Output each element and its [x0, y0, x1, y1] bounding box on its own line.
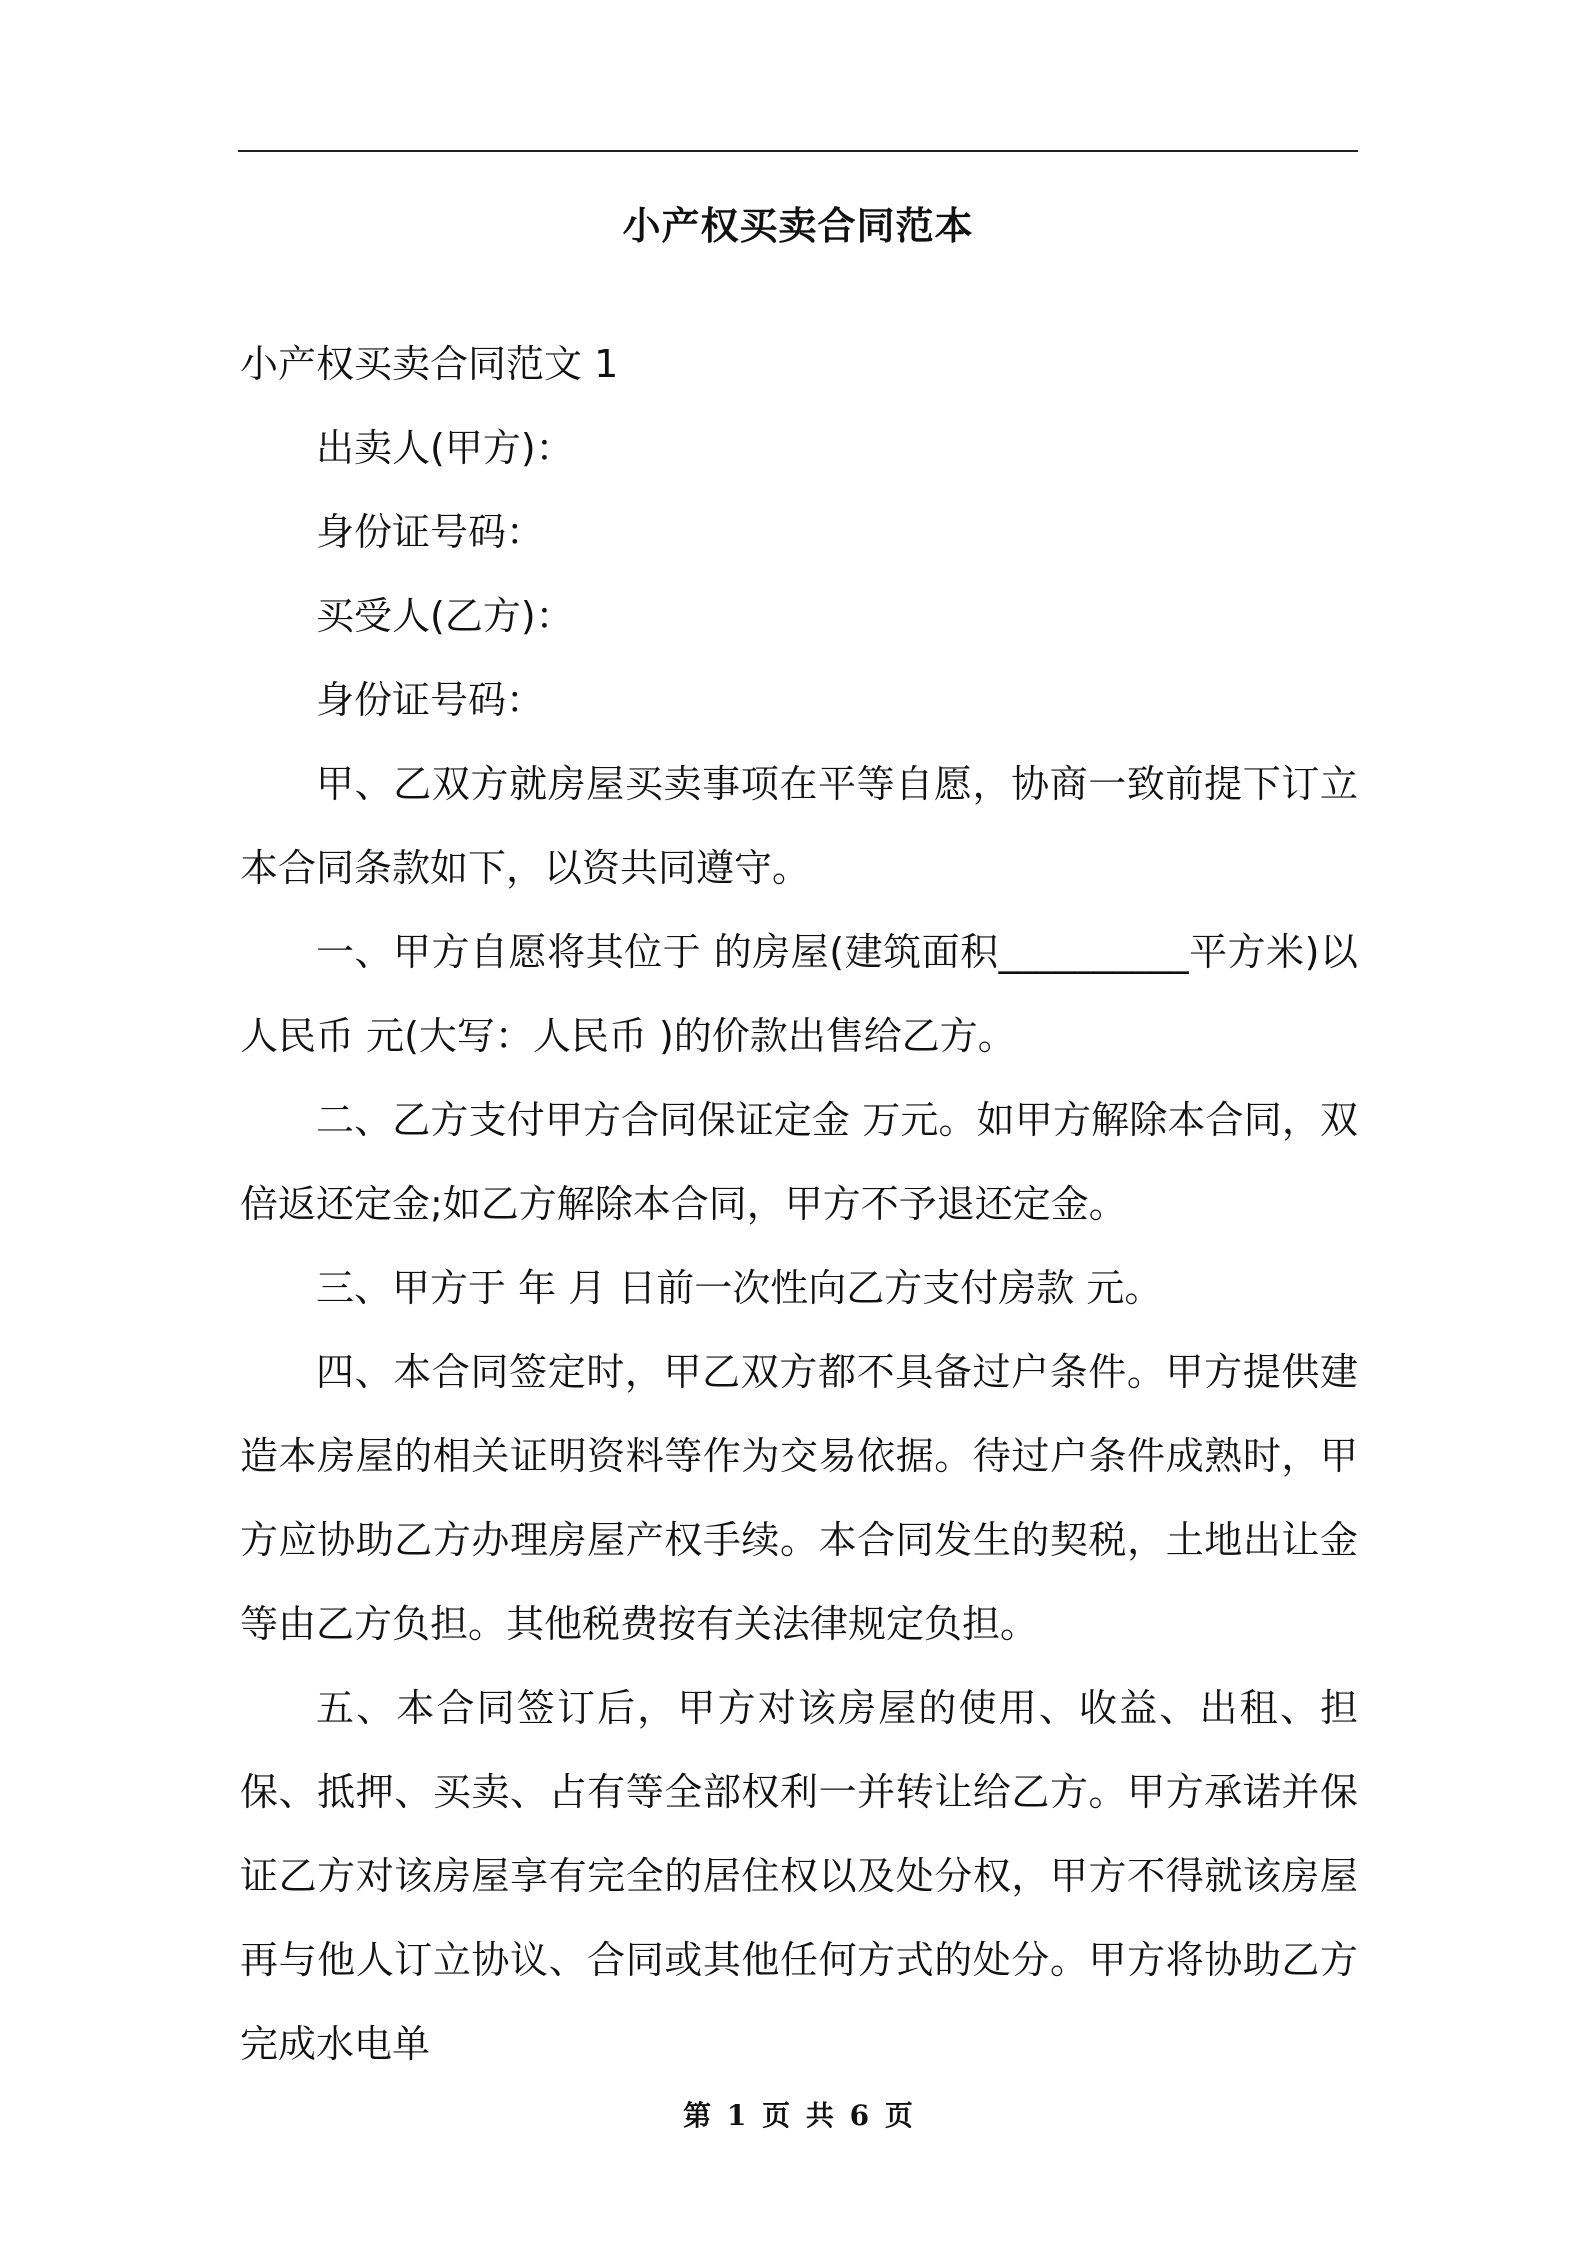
seller-field: 出卖人(甲方)：	[316, 426, 574, 470]
buyer-field: 买受人(乙方)：	[316, 594, 574, 638]
header-rule	[238, 150, 1358, 152]
clause-4: 四、本合同签定时，甲乙双方都不具备过户条件。甲方提供建造本房屋的相关证明资料等作为交易依据。待过户条件成熟时，甲方应协助乙方办理房屋产权手续。本合同发生的契税，土地出让金等由乙方负担。其他税费按有关法律规定负担。	[240, 1350, 1358, 1646]
buyer-id-field: 身份证号码：	[316, 678, 545, 722]
clause-2: 二、乙方支付甲方合同保证定金 万元。如甲方解除本合同，双倍返还定金;如乙方解除本合同，甲方不予退还定金。	[240, 1098, 1358, 1226]
document-body	[240, 322, 1358, 2086]
section-heading: 小产权买卖合同范文 1	[240, 342, 619, 386]
clause-5: 五、本合同签订后，甲方对该房屋的使用、收益、出租、担保、抵押、买卖、占有等全部权利一并转让给乙方。甲方承诺并保证乙方对该房屋享有完全的居住权以及处分权，甲方不得就该房屋再与他人订立协议、合同或其他任何方式的处分。甲方将协助乙方完成水电单	[240, 1686, 1358, 2066]
preamble-paragraph: 甲、乙双方就房屋买卖事项在平等自愿，协商一致前提下订立本合同条款如下，以资共同遵守。	[240, 762, 1358, 890]
document-title: 小产权买卖合同范本	[622, 204, 974, 248]
seller-id-field: 身份证号码：	[316, 510, 545, 554]
clause-1: 一、甲方自愿将其位于 的房屋(建筑面积__________平方米)以人民币 元(大写：人民币 )的价款出售给乙方。	[240, 930, 1358, 1058]
page-footer: 第 1 页 共 6 页	[683, 2099, 913, 2132]
clause-3: 三、甲方于 年 月 日前一次性向乙方支付房款 元。	[316, 1266, 1163, 1310]
